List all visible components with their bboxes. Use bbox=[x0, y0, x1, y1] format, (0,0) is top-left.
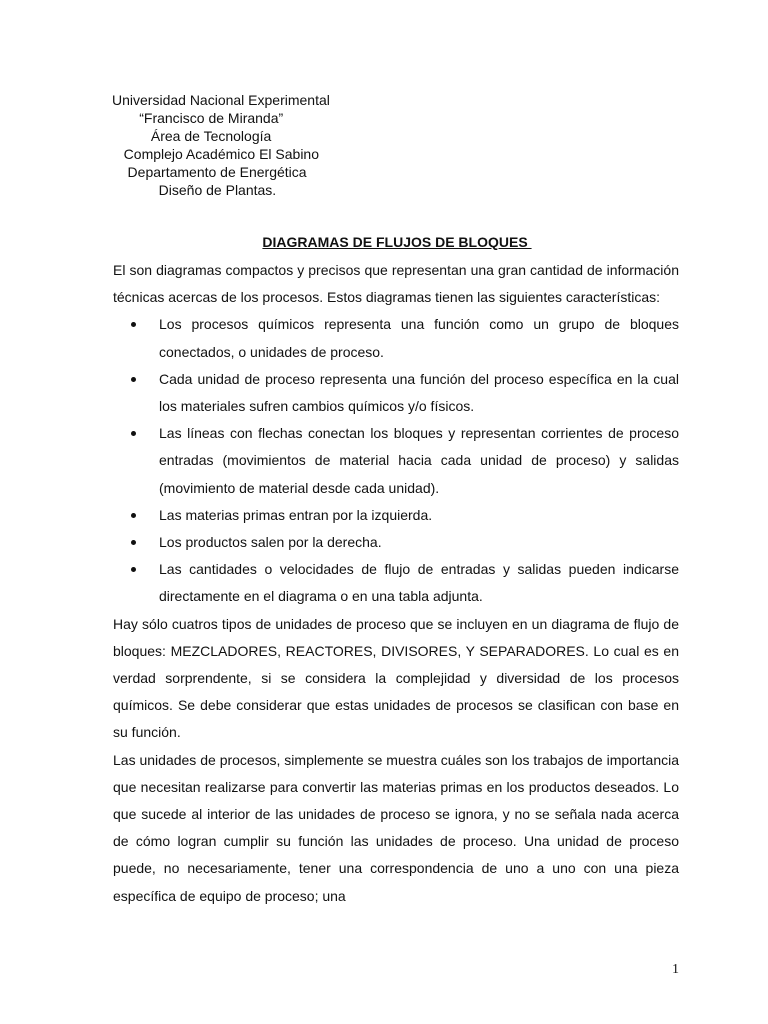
institution-header bbox=[112, 91, 330, 199]
bullet-icon bbox=[131, 377, 136, 382]
bullet-icon bbox=[131, 540, 136, 545]
document-title: DIAGRAMAS DE FLUJOS DE BLOQUES bbox=[262, 234, 532, 250]
header-line-university: Universidad Nacional Experimental bbox=[112, 92, 330, 108]
list-item bbox=[113, 556, 679, 610]
header-line-area: Área de Tecnología bbox=[112, 128, 272, 144]
list-item-text: Los productos salen por la derecha. bbox=[159, 534, 382, 551]
header-line-francisco: “Francisco de Miranda” bbox=[112, 110, 284, 126]
list-item bbox=[113, 420, 679, 502]
list-item-text: Las cantidades o velocidades de flujo de entradas y salidas pueden indicarse directamente en el diagrama o en una tabla adjunta. bbox=[159, 561, 679, 605]
intro-paragraph: El son diagramas compactos y precisos que representan una gran cantidad de información técnicas acercas de los procesos. Estos diagramas tienen las siguientes características: bbox=[113, 262, 679, 306]
header-line-departamento: Departamento de Energética bbox=[112, 164, 307, 180]
bullet-icon bbox=[131, 513, 136, 518]
document-body bbox=[113, 257, 679, 910]
list-item-text: Las materias primas entran por la izquierda. bbox=[159, 506, 433, 523]
unit-types-paragraph: Hay sólo cuatros tipos de unidades de proceso que se incluyen en un diagrama de flujo de bloques: MEZCLADORES, REACTORES, DIVISORES, Y SEPARADORES. Lo cual es en verdad sorprendente, si se considera la complejidad y diversidad de los procesos químicos. Se debe considerar que estas unidades de procesos se clasifican con base en su función. bbox=[113, 615, 679, 741]
list-item bbox=[113, 502, 679, 529]
list-item bbox=[113, 311, 679, 365]
list-item-text: Los procesos químicos representa una función como un grupo de bloques conectados, o unidades de proceso. bbox=[159, 316, 679, 360]
process-units-paragraph: Las unidades de procesos, simplemente se muestra cuáles son los trabajos de importancia que necesitan realizarse para convertir las materias primas en los productos deseados. Lo que sucede al interior de las unidades de proceso se ignora, y no se señala nada acerca de cómo logran cumplir su función las unidades de proceso. Una unidad de proceso puede, no necesariamente, tener una correspondencia de uno a uno con una pieza específica de equipo de proceso; una bbox=[113, 751, 679, 904]
list-item-text: Cada unidad de proceso representa una función del proceso específica en la cual los materiales sufren cambios químicos y/o físicos. bbox=[159, 370, 679, 415]
bullet-icon bbox=[131, 431, 136, 436]
list-item-text: Las líneas con flechas conectan los bloques y representan corrientes de proceso entradas (movimientos de material hacia cada unidad de proceso) y salidas (movimiento de material desde cada unidad). bbox=[159, 425, 679, 496]
list-item bbox=[113, 529, 679, 556]
list-item bbox=[113, 366, 679, 420]
page-number: 1 bbox=[672, 962, 679, 977]
header-line-diseno: Diseño de Plantas. bbox=[112, 182, 277, 198]
characteristics-list bbox=[113, 311, 679, 610]
header-line-complejo: Complejo Académico El Sabino bbox=[112, 146, 319, 162]
bullet-icon bbox=[131, 322, 136, 327]
bullet-icon bbox=[131, 567, 136, 572]
